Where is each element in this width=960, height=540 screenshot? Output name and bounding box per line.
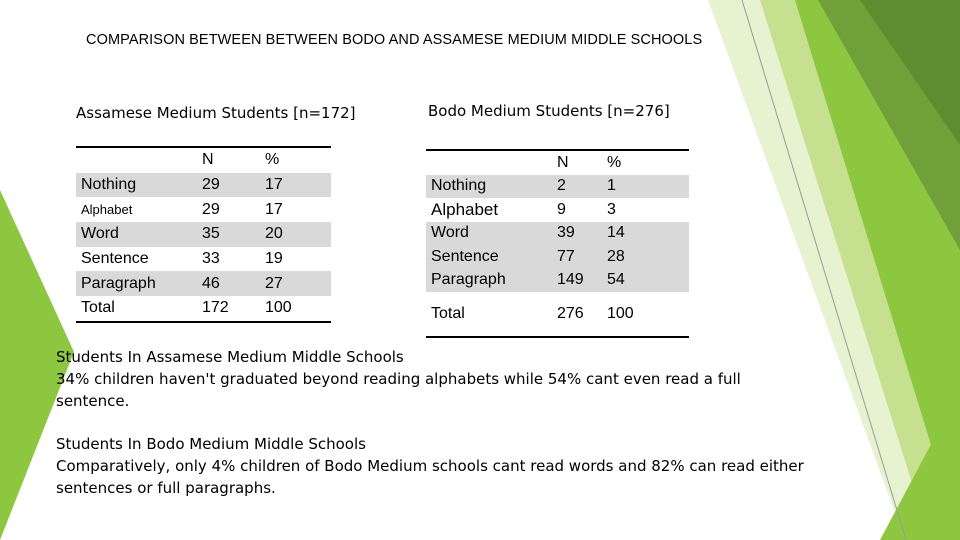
row-label: Total	[81, 299, 115, 317]
cell-n: 172	[202, 299, 229, 317]
column-header-percent: %	[607, 153, 622, 171]
cell-n: 276	[557, 292, 607, 337]
cell-percent: 100	[265, 299, 292, 317]
row-label: Word	[76, 222, 202, 247]
cell-n: 35	[202, 222, 265, 247]
cell-percent: 1	[607, 175, 689, 199]
cell-n: 39	[557, 222, 607, 246]
cell-percent: 19	[265, 250, 283, 268]
cell-n: 46	[202, 271, 265, 296]
row-label: Paragraph	[426, 269, 557, 293]
table-total-row	[76, 296, 331, 322]
column-header-percent: %	[265, 151, 280, 169]
table-row	[76, 271, 331, 296]
cell-percent: 28	[607, 245, 689, 269]
cell-percent: 14	[607, 222, 689, 246]
cell-percent: 17	[265, 173, 331, 198]
row-label: Sentence	[81, 250, 149, 268]
assamese-summary-text: 34% children haven't graduated beyond reading alphabets while 54% cant even read a full sentence.	[56, 370, 741, 410]
table-row	[426, 198, 689, 222]
column-header-n: N	[557, 153, 569, 171]
row-label: Alphabet	[81, 202, 133, 218]
table-row	[76, 173, 331, 198]
assamese-heading: Assamese Medium Students [n=172]	[76, 104, 356, 122]
cell-percent: 100	[607, 292, 689, 337]
table-row	[426, 175, 689, 199]
page-title: COMPARISON BETWEEN BETWEEN BODO AND ASSAMESE MEDIUM MIDDLE SCHOOLS	[86, 32, 703, 48]
bodo-summary-title: Students In Bodo Medium Middle Schools	[56, 435, 366, 453]
row-label: Word	[426, 222, 557, 246]
table-row	[76, 197, 331, 222]
row-label: Nothing	[426, 175, 557, 199]
cell-percent: 3	[607, 200, 616, 218]
bodo-table	[426, 149, 689, 338]
table-row	[426, 269, 689, 293]
cell-n: 29	[202, 173, 265, 198]
cell-n: 149	[557, 269, 607, 293]
row-label: Sentence	[426, 245, 557, 269]
table-row	[426, 245, 689, 269]
cell-n: 33	[202, 250, 220, 268]
table-header-row	[426, 150, 689, 175]
row-label: Nothing	[76, 173, 202, 198]
bodo-summary-text: Comparatively, only 4% children of Bodo Medium schools cant read words and 82% can read either sentences or full paragraphs.	[56, 457, 804, 497]
table-row	[76, 222, 331, 247]
cell-percent: 17	[265, 200, 283, 218]
row-label: Paragraph	[76, 271, 202, 296]
cell-n: 9	[557, 200, 566, 218]
assamese-table	[76, 146, 331, 323]
assamese-summary-title: Students In Assamese Medium Middle Schools	[56, 348, 404, 366]
bodo-heading: Bodo Medium Students [n=276]	[428, 102, 670, 120]
row-label: Alphabet	[431, 199, 499, 219]
table-row	[76, 247, 331, 272]
row-label: Total	[426, 292, 557, 337]
summary-notes	[56, 346, 816, 499]
cell-percent: 20	[265, 222, 331, 247]
table-row	[426, 222, 689, 246]
cell-n: 77	[557, 245, 607, 269]
cell-n: 2	[557, 175, 607, 199]
cell-percent: 54	[607, 269, 689, 293]
cell-percent: 27	[265, 271, 331, 296]
table-header-row	[76, 147, 331, 173]
table-total-row	[426, 292, 689, 337]
column-header-n: N	[202, 151, 214, 169]
cell-n: 29	[202, 200, 220, 218]
